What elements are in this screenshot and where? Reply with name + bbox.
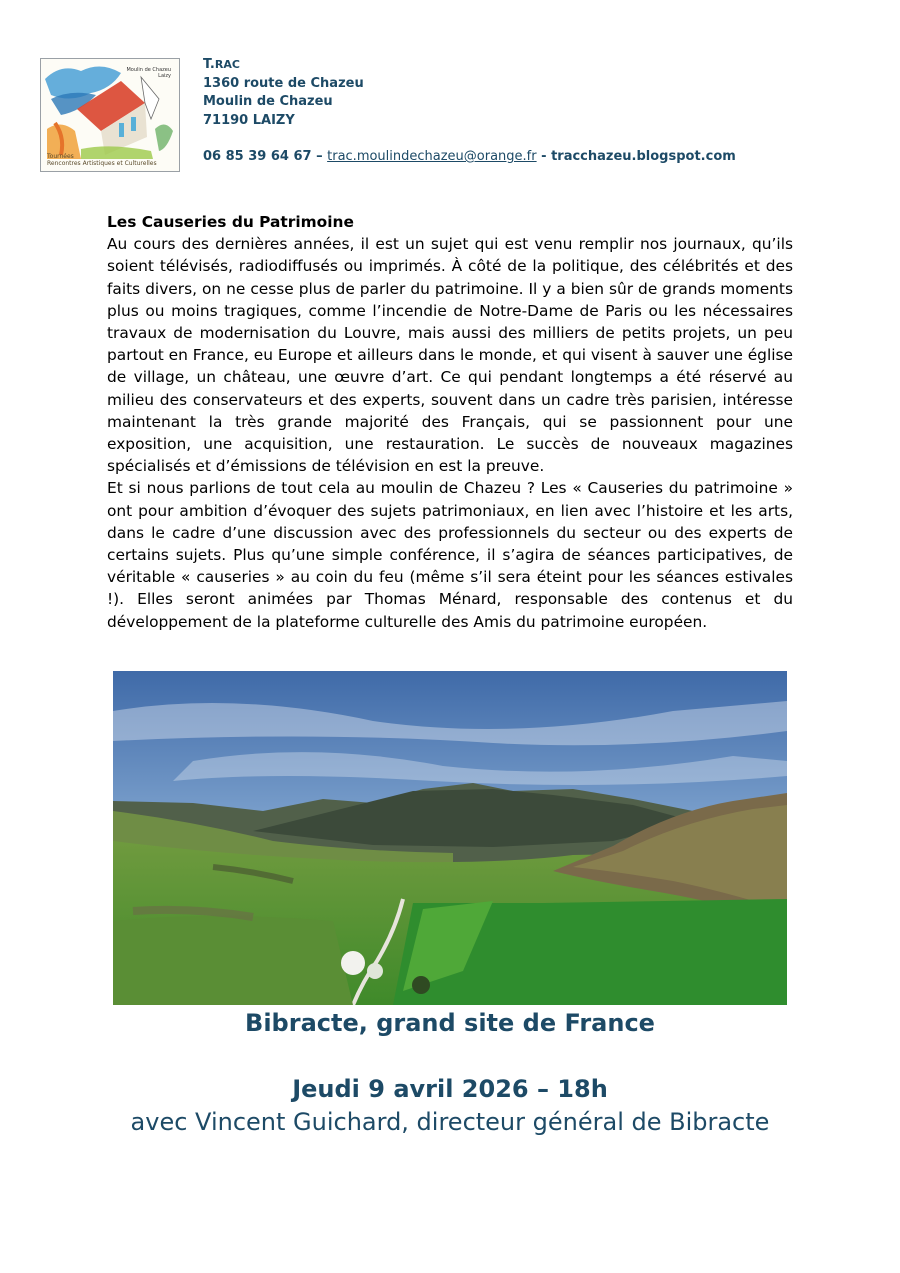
address-line-2: Moulin de Chazeu xyxy=(203,94,333,109)
event-title: Bibracte, grand site de France xyxy=(245,1009,655,1037)
article-paragraph-2: Et si nous parlions de tout cela au moulin de Chazeu ? Les « Causeries du patrimoine » ont pour ambition d’évoquer des sujets patrimoniaux, en lien avec l’histoire et les arts, dans le cadre d’une discussion avec des professionnels du secteur ou des experts de certains sujets. Plus qu’une simple conférence, il s’agira de séances participatives, de véritable « causeries » au coin du feu (même s’il sera éteint pour les séances estivales !). Elles seront animées par Thomas Ménard, responsable des contenus et du développement de la plateforme culturelle des Amis du patrimoine européen. xyxy=(107,479,793,631)
event-date: Jeudi 9 avril 2026 – 18h xyxy=(292,1075,608,1103)
phone-number: 06 85 39 64 67 – xyxy=(203,149,323,164)
logo xyxy=(40,58,180,172)
address-line-3: 71190 LAIZY xyxy=(203,112,295,128)
article-paragraph-1: Au cours des dernières années, il est un sujet qui est venu remplir nos journaux, qu’ils soient télévisés, radiodiffusés ou imprimés. À côté de la politique, des célébrités et des faits divers, on ne cesse plus de parler du patrimoine. Il y a bien sûr de grands moments plus ou moins tragiques, comme l’incendie de Notre-Dame de Paris ou les nécessaires travaux de modernisation du Louvre, mais aussi des milliers de petits projets, un peu partout en France, eu Europe et ailleurs dans le monde, et qui visent à sauver une église de village, un château, une œuvre d’art. Ce qui pendant longtemps a été réservé au milieu des conservateurs et des experts, souvent dans un cadre très parisien, intéresse maintenant la très grande majorité des Français, qui se passionnent pour une exposition, une acquisition, une restauration. Le succès de nouveaux magazines spécialisés et d’émissions de télévision en est la preuve. xyxy=(107,235,793,476)
logo-caption: Tournées Rencontres Artistiques et Culturelles xyxy=(47,153,157,167)
address-line-1: 1360 route de Chazeu xyxy=(203,75,364,91)
article-title: Les Causeries du Patrimoine xyxy=(107,213,354,231)
contact-line xyxy=(203,148,736,167)
blog-link[interactable]: tracchazeu.blogspot.com xyxy=(551,149,736,164)
letterhead xyxy=(203,56,736,167)
contact-separator: - xyxy=(541,149,547,164)
event-speaker: avec Vincent Guichard, directeur général de Bibracte xyxy=(130,1108,770,1136)
email-link[interactable]: trac.moulindechazeu@orange.fr xyxy=(327,149,537,164)
landscape-photo xyxy=(113,671,787,1005)
organization-name: T.RAC xyxy=(203,57,240,72)
article xyxy=(107,211,793,633)
logo-top-text: Moulin de Chazeu Laizy xyxy=(126,67,171,79)
